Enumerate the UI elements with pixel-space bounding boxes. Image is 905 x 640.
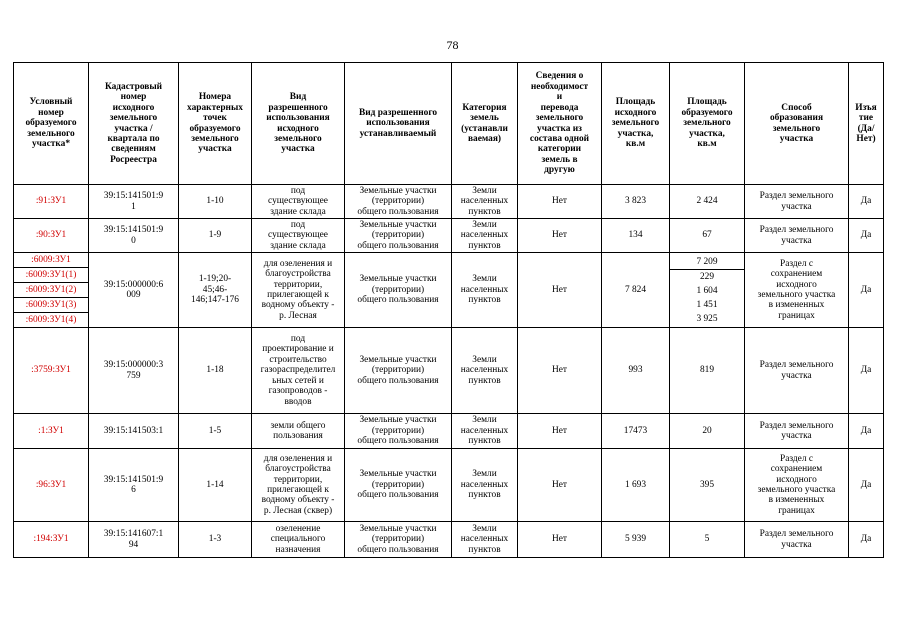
points-cell: 1-14 xyxy=(179,449,252,522)
header-cell-area-source: Площадь исходного земельного участка, кв.м xyxy=(602,63,670,185)
points-cell: 1-10 xyxy=(179,185,252,219)
plot-id-cell: :90:ЗУ1 xyxy=(14,219,89,253)
method-cell: Раздел земельного участка xyxy=(745,328,849,414)
category-cell: Земли населенных пунктов xyxy=(452,414,518,449)
use-source-cell: озеленение специального назначения xyxy=(252,522,345,558)
use-source-cell: для озеленения и благоустройства территории, прилегающей к водному объекту - р. Лесная (сквер) xyxy=(252,449,345,522)
header-cell-use-new: Вид разрешенного использования устанавливаемый xyxy=(345,63,452,185)
plot-id-cell: :194:ЗУ1 xyxy=(14,522,89,558)
plot-id-item: :6009:ЗУ1(2) xyxy=(14,283,88,298)
plot-id-item: :6009:ЗУ1(1) xyxy=(14,268,88,283)
table-row xyxy=(14,328,884,414)
plot-id-cell xyxy=(14,253,89,328)
area-source-cell: 7 824 xyxy=(602,253,670,328)
area-new-cell xyxy=(670,253,745,328)
table-header-row xyxy=(14,63,884,185)
seizure-cell: Да xyxy=(849,185,884,219)
use-source-cell: земли общего пользования xyxy=(252,414,345,449)
plot-id-cell: :96:ЗУ1 xyxy=(14,449,89,522)
table-row xyxy=(14,185,884,219)
plot-id-cell: :3759:ЗУ1 xyxy=(14,328,89,414)
transfer-cell: Нет xyxy=(518,522,602,558)
use-source-cell: под существующее здание склада xyxy=(252,219,345,253)
transfer-cell: Нет xyxy=(518,328,602,414)
area-new-cell: 67 xyxy=(670,219,745,253)
category-cell: Земли населенных пунктов xyxy=(452,185,518,219)
transfer-cell: Нет xyxy=(518,253,602,328)
points-cell: 1-9 xyxy=(179,219,252,253)
header-cell-transfer: Сведения о необходимост и перевода земельного участка из состава одной категории земель в другую xyxy=(518,63,602,185)
area-new-cell: 395 xyxy=(670,449,745,522)
cadastral-cell: 39:15:000000:3 759 xyxy=(89,328,179,414)
transfer-cell: Нет xyxy=(518,219,602,253)
category-cell: Земли населенных пунктов xyxy=(452,522,518,558)
header-cell-points: Номера характерных точек образуемого земельного участка xyxy=(179,63,252,185)
method-cell: Раздел земельного участка xyxy=(745,219,849,253)
area-source-cell: 993 xyxy=(602,328,670,414)
area-source-cell: 3 823 xyxy=(602,185,670,219)
seizure-cell: Да xyxy=(849,522,884,558)
transfer-cell: Нет xyxy=(518,449,602,522)
cadastral-cell: 39:15:141503:1 xyxy=(89,414,179,449)
use-new-cell: Земельные участки (территории) общего пользования xyxy=(345,449,452,522)
plot-id-item: :6009:ЗУ1(3) xyxy=(14,298,88,313)
cadastral-cell: 39:15:141501:9 1 xyxy=(89,185,179,219)
use-source-cell: под проектирование и строительство газораспределител ьных сетей и газопроводов - вводов xyxy=(252,328,345,414)
header-cell-plot-id: Условный номер образуемого земельного участка* xyxy=(14,63,89,185)
use-new-cell: Земельные участки (территории) общего пользования xyxy=(345,522,452,558)
points-cell: 1-5 xyxy=(179,414,252,449)
use-new-cell: Земельные участки (территории) общего пользования xyxy=(345,219,452,253)
seizure-cell: Да xyxy=(849,328,884,414)
use-new-cell: Земельные участки (территории) общего пользования xyxy=(345,414,452,449)
area-new-cell: 5 xyxy=(670,522,745,558)
header-cell-method: Способ образования земельного участка xyxy=(745,63,849,185)
header-cell-use-source: Вид разрешенного использования исходного земельного участка xyxy=(252,63,345,185)
use-source-cell: под существующее здание склада xyxy=(252,185,345,219)
method-cell: Раздел земельного участка xyxy=(745,414,849,449)
method-cell: Раздел земельного участка xyxy=(745,522,849,558)
use-new-cell: Земельные участки (территории) общего пользования xyxy=(345,185,452,219)
seizure-cell: Да xyxy=(849,253,884,328)
cadastral-cell: 39:15:000000:6 009 xyxy=(89,253,179,328)
cadastral-cell: 39:15:141501:9 0 xyxy=(89,219,179,253)
seizure-cell: Да xyxy=(849,414,884,449)
cadastral-cell: 39:15:141607:1 94 xyxy=(89,522,179,558)
points-cell: 1-19;20- 45;46- 146;147-176 xyxy=(179,253,252,328)
table-row xyxy=(14,253,884,328)
plot-id-item: :6009:ЗУ1(4) xyxy=(25,315,77,325)
plot-id-cell: :91:ЗУ1 xyxy=(14,185,89,219)
header-cell-seizure: Изъя тие (Да/ Нет) xyxy=(849,63,884,185)
cadastral-cell: 39:15:141501:9 6 xyxy=(89,449,179,522)
area-source-cell: 5 939 xyxy=(602,522,670,558)
area-new-item: 7 209 xyxy=(670,255,744,270)
header-cell-area-new: Площадь образуемого земельного участка, кв.м xyxy=(670,63,745,185)
category-cell: Земли населенных пунктов xyxy=(452,219,518,253)
category-cell: Земли населенных пунктов xyxy=(452,449,518,522)
transfer-cell: Нет xyxy=(518,414,602,449)
area-new-item: 229 xyxy=(699,271,715,282)
plot-id-item: :6009:ЗУ1 xyxy=(14,253,88,268)
header-cell-category: Категория земель (устанавли ваемая) xyxy=(452,63,518,185)
points-cell: 1-18 xyxy=(179,328,252,414)
use-new-cell: Земельные участки (территории) общего пользования xyxy=(345,253,452,328)
table-row xyxy=(14,414,884,449)
area-new-cell: 819 xyxy=(670,328,745,414)
method-cell: Раздел земельного участка xyxy=(745,185,849,219)
area-source-cell: 17473 xyxy=(602,414,670,449)
header-cell-cadastral: Кадастровый номер исходного земельного участка / квартала по сведениям Росреестра xyxy=(89,63,179,185)
area-new-cell: 2 424 xyxy=(670,185,745,219)
method-cell: Раздел с сохранением исходного земельного участка в измененных границах xyxy=(745,253,849,328)
land-plots-table xyxy=(13,62,884,558)
transfer-cell: Нет xyxy=(518,185,602,219)
page-number: 78 xyxy=(446,38,459,52)
category-cell: Земли населенных пунктов xyxy=(452,253,518,328)
points-cell: 1-3 xyxy=(179,522,252,558)
seizure-cell: Да xyxy=(849,219,884,253)
area-source-cell: 134 xyxy=(602,219,670,253)
use-new-cell: Земельные участки (территории) общего пользования xyxy=(345,328,452,414)
category-cell: Земли населенных пунктов xyxy=(452,328,518,414)
area-new-item: 1 604 xyxy=(696,285,718,296)
seizure-cell: Да xyxy=(849,449,884,522)
area-new-item: 3 925 xyxy=(696,313,718,324)
table-row xyxy=(14,219,884,253)
table-row xyxy=(14,522,884,558)
plot-id-cell: :1:ЗУ1 xyxy=(14,414,89,449)
area-new-item: 1 451 xyxy=(696,299,718,310)
table-row xyxy=(14,449,884,522)
use-source-cell: для озеленения и благоустройства территории, прилегающей к водному объекту - р. Лесная xyxy=(252,253,345,328)
area-source-cell: 1 693 xyxy=(602,449,670,522)
method-cell: Раздел с сохранением исходного земельного участка в измененных границах xyxy=(745,449,849,522)
area-new-cell: 20 xyxy=(670,414,745,449)
